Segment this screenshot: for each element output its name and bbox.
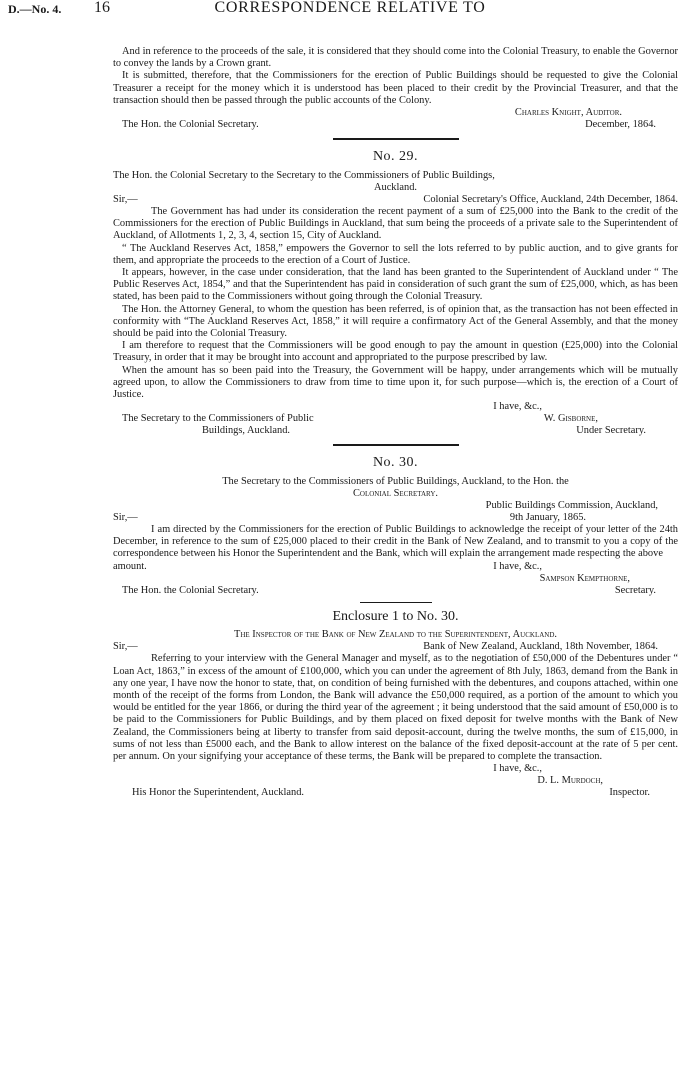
enclosure-closing-line xyxy=(113,763,678,775)
letter-30-addressee-row xyxy=(113,585,678,597)
enclosure-title: Enclosure 1 to No. 30. xyxy=(332,609,459,625)
letter-30-heading-line1: The Secretary to the Commissioners of Public Buildings, Auckland, to the Hon. the xyxy=(222,475,569,487)
letter-29-addressee-line2: Buildings, Auckland. xyxy=(202,425,291,437)
letter-29-closing-line xyxy=(113,401,678,413)
running-title: CORRESPONDENCE RELATIVE TO xyxy=(214,0,486,16)
letter-29-signature: W. Gisborne, xyxy=(543,413,598,425)
letter-30-amount-row xyxy=(113,561,678,573)
letter-29-paragraph-5: I am therefore to request that the Commissioners will be good enough to pay the amount in question (£25,000) into the Colonial Treasury, in order that it may be brought into account and appropriated to the purpose prescribed by law. xyxy=(113,340,678,364)
page-header xyxy=(8,2,692,20)
intro-address-row xyxy=(113,119,678,131)
letter-30-paragraph-1-end: amount. xyxy=(113,560,147,572)
section-divider xyxy=(360,602,432,604)
letter-29-heading xyxy=(113,170,678,182)
letter-29-paragraph-1: The Government has had under its consideration the recent payment of a sum of £25,000 into the Bank to the credit of the Commissioners for the erection of Public Buildings in Auckland, that sum being the proceeds of a private sale to the Superintendent of Auckland, of Allotments 1, 2, 3, 4, section 15, City of Auckland. xyxy=(113,205,678,242)
letter-30-signature: Sampson Kempthorne, xyxy=(539,572,630,584)
letter-29-heading-line2: Auckland. xyxy=(374,181,417,193)
enclosure-heading: The Inspector of the Bank of New Zealand to the Superintendent, Auckland. xyxy=(234,629,557,641)
enclosure-addressee: His Honor the Superintendent, Auckland. xyxy=(132,787,304,799)
letter-29-paragraph-3: It appears, however, in the case under consideration, that the land has been granted to the Superintendent of Auckland under “ The Public Reserves Act, 1854,” and that the Superintendent has paid in consideration of such grant the sum of £25,000, which, as has been stated, has been paid to the Commissioners without going through the Colonial Treasury. xyxy=(113,266,678,303)
letter-30-signature-title: Secretary. xyxy=(614,584,656,596)
letter-30-paragraph-1: I am directed by the Commissioners for the erection of Public Buildings to acknowledge the receipt of your letter of the 24th December, in reference to the sum of £25,000 placed to their credit in the Bank of New Zealand, and to transmit to you a copy of the correspondence between his Honor the Superintendent and the Bank, which will explain the arrangement made respecting the above xyxy=(113,524,678,560)
letter-29-signature-title: Under Secretary. xyxy=(576,425,646,437)
letter-30-number: No. 30. xyxy=(372,454,419,470)
enclosure-signature: D. L. Murdoch, xyxy=(537,775,603,787)
intro-addressee: The Hon. the Colonial Secretary. xyxy=(122,119,259,131)
intro-paragraph-2: It is submitted, therefore, that the Commissioners for the erection of Public Buildings should be requested to give the Colonial Treasurer a receipt for the money which it is understood has been placed to their credit by the Provincial Treasurer, and that the transaction should then be passed through the public accounts of the Colony. xyxy=(113,70,678,106)
enclosure-addressee-row xyxy=(113,787,678,799)
letter-30-place: Public Buildings Commission, Auckland, xyxy=(485,500,658,512)
letter-30-salutation-row xyxy=(113,512,678,524)
enclosure-closing: I have, &c., xyxy=(493,763,542,775)
letter-30-heading-line2: Colonial Secretary. xyxy=(352,487,438,499)
letter-29-heading-line1: The Hon. the Colonial Secretary to the Secretary to the Commissioners of Public Buildings, xyxy=(113,169,495,181)
section-divider xyxy=(333,138,459,140)
letter-29-addressee-line1: The Secretary to the Commissioners of Public xyxy=(122,413,314,425)
letter-29-place-date: Colonial Secretary's Office, Auckland, 24th December, 1864. xyxy=(423,193,678,205)
letter-29-signature-row xyxy=(113,413,678,425)
letter-30-addressee: The Hon. the Colonial Secretary. xyxy=(122,584,259,596)
letter-30-signature-row xyxy=(113,573,678,585)
letter-30-closing: I have, &c., xyxy=(493,560,542,572)
letter-30-place-row xyxy=(113,500,678,512)
document-reference: D.—No. 4. xyxy=(8,2,62,16)
letter-29-number: No. 29. xyxy=(372,148,419,164)
page-body xyxy=(113,46,678,799)
letter-30-date: 9th January, 1865. xyxy=(509,512,586,524)
page-number: 16 xyxy=(94,0,110,16)
intro-date: December, 1864. xyxy=(585,119,656,131)
letter-29-title-row xyxy=(113,425,678,437)
letter-29-salutation-row xyxy=(113,194,678,206)
letter-30-salutation: Sir,— xyxy=(113,512,138,524)
enclosure-salutation-row xyxy=(113,641,678,653)
intro-signature: Charles Knight, Auditor. xyxy=(514,107,622,119)
intro-signature-line xyxy=(113,107,678,119)
letter-29-salutation: Sir,— xyxy=(113,193,138,205)
letter-29-paragraph-4: The Hon. the Attorney General, to whom the question has been referred, is of opinion that, as the transaction has not been effected in conformity with “The Auckland Reserves Act, 1858,” it will require a confirmatory Act of the General Assembly, and that the money should be paid into the Colonial Treasury. xyxy=(113,303,678,339)
enclosure-signature-row xyxy=(113,775,678,787)
letter-29-closing: I have, &c., xyxy=(493,401,542,413)
enclosure-salutation: Sir,— xyxy=(113,641,138,653)
enclosure-paragraph-1: Referring to your interview with the General Manager and myself, as to the negotiation of £50,000 of the Debentures under “ Loan Act, 1863,” in excess of the amount of £100,000, which you can under the agreement of 8th July, 1863, demand from the Bank in any one year, I have now the honor to state, that, on condition of being furnished with the debentures, and coupons attached, within one month of the receipt of the forms from London, the Bank will advance the £50,000 required, as a portion of the amount to which you would be entitled for the year 1866, or during the third year of the agreement ; it being understood that the said amount of £50,000 is to be paid to the Commissioners for Public Buildings, and by them placed on fixed deposit for twelve months with the Bank of New Zealand, the Commissioners being at liberty to transfer from said deposit-account, during the twelve months, the sum of £15,000, in sums of not less than £5000 each, and the Bank to allow interest on the balance of the fixed deposit-account at the rate of 5 per cent. per annum. On your signifying your acceptance of these terms, the Bank will be prepared to complete the transaction. xyxy=(113,653,678,763)
letter-29-paragraph-2: “ The Auckland Reserves Act, 1858,” empowers the Governor to sell the lots referred to by public auction, and to give grants for them, and appropriate the proceeds to the erection of a Court of Justice. xyxy=(113,242,678,266)
letter-29-paragraph-6: When the amount has so been paid into the Treasury, the Government will be happy, under arrangements which will be mutually agreed upon, to allow the Commissioners to draw from time to time upon it, for such purpose—which is, the erection of a Court of Justice. xyxy=(113,364,678,400)
enclosure-signature-title: Inspector. xyxy=(609,787,650,799)
section-divider xyxy=(333,444,459,446)
intro-paragraph-1: And in reference to the proceeds of the sale, it is considered that they should come into the Colonial Treasury, to enable the Governor to convey the lands by a Crown grant. xyxy=(113,46,678,70)
enclosure-place-date: Bank of New Zealand, Auckland, 18th November, 1864. xyxy=(423,641,658,653)
